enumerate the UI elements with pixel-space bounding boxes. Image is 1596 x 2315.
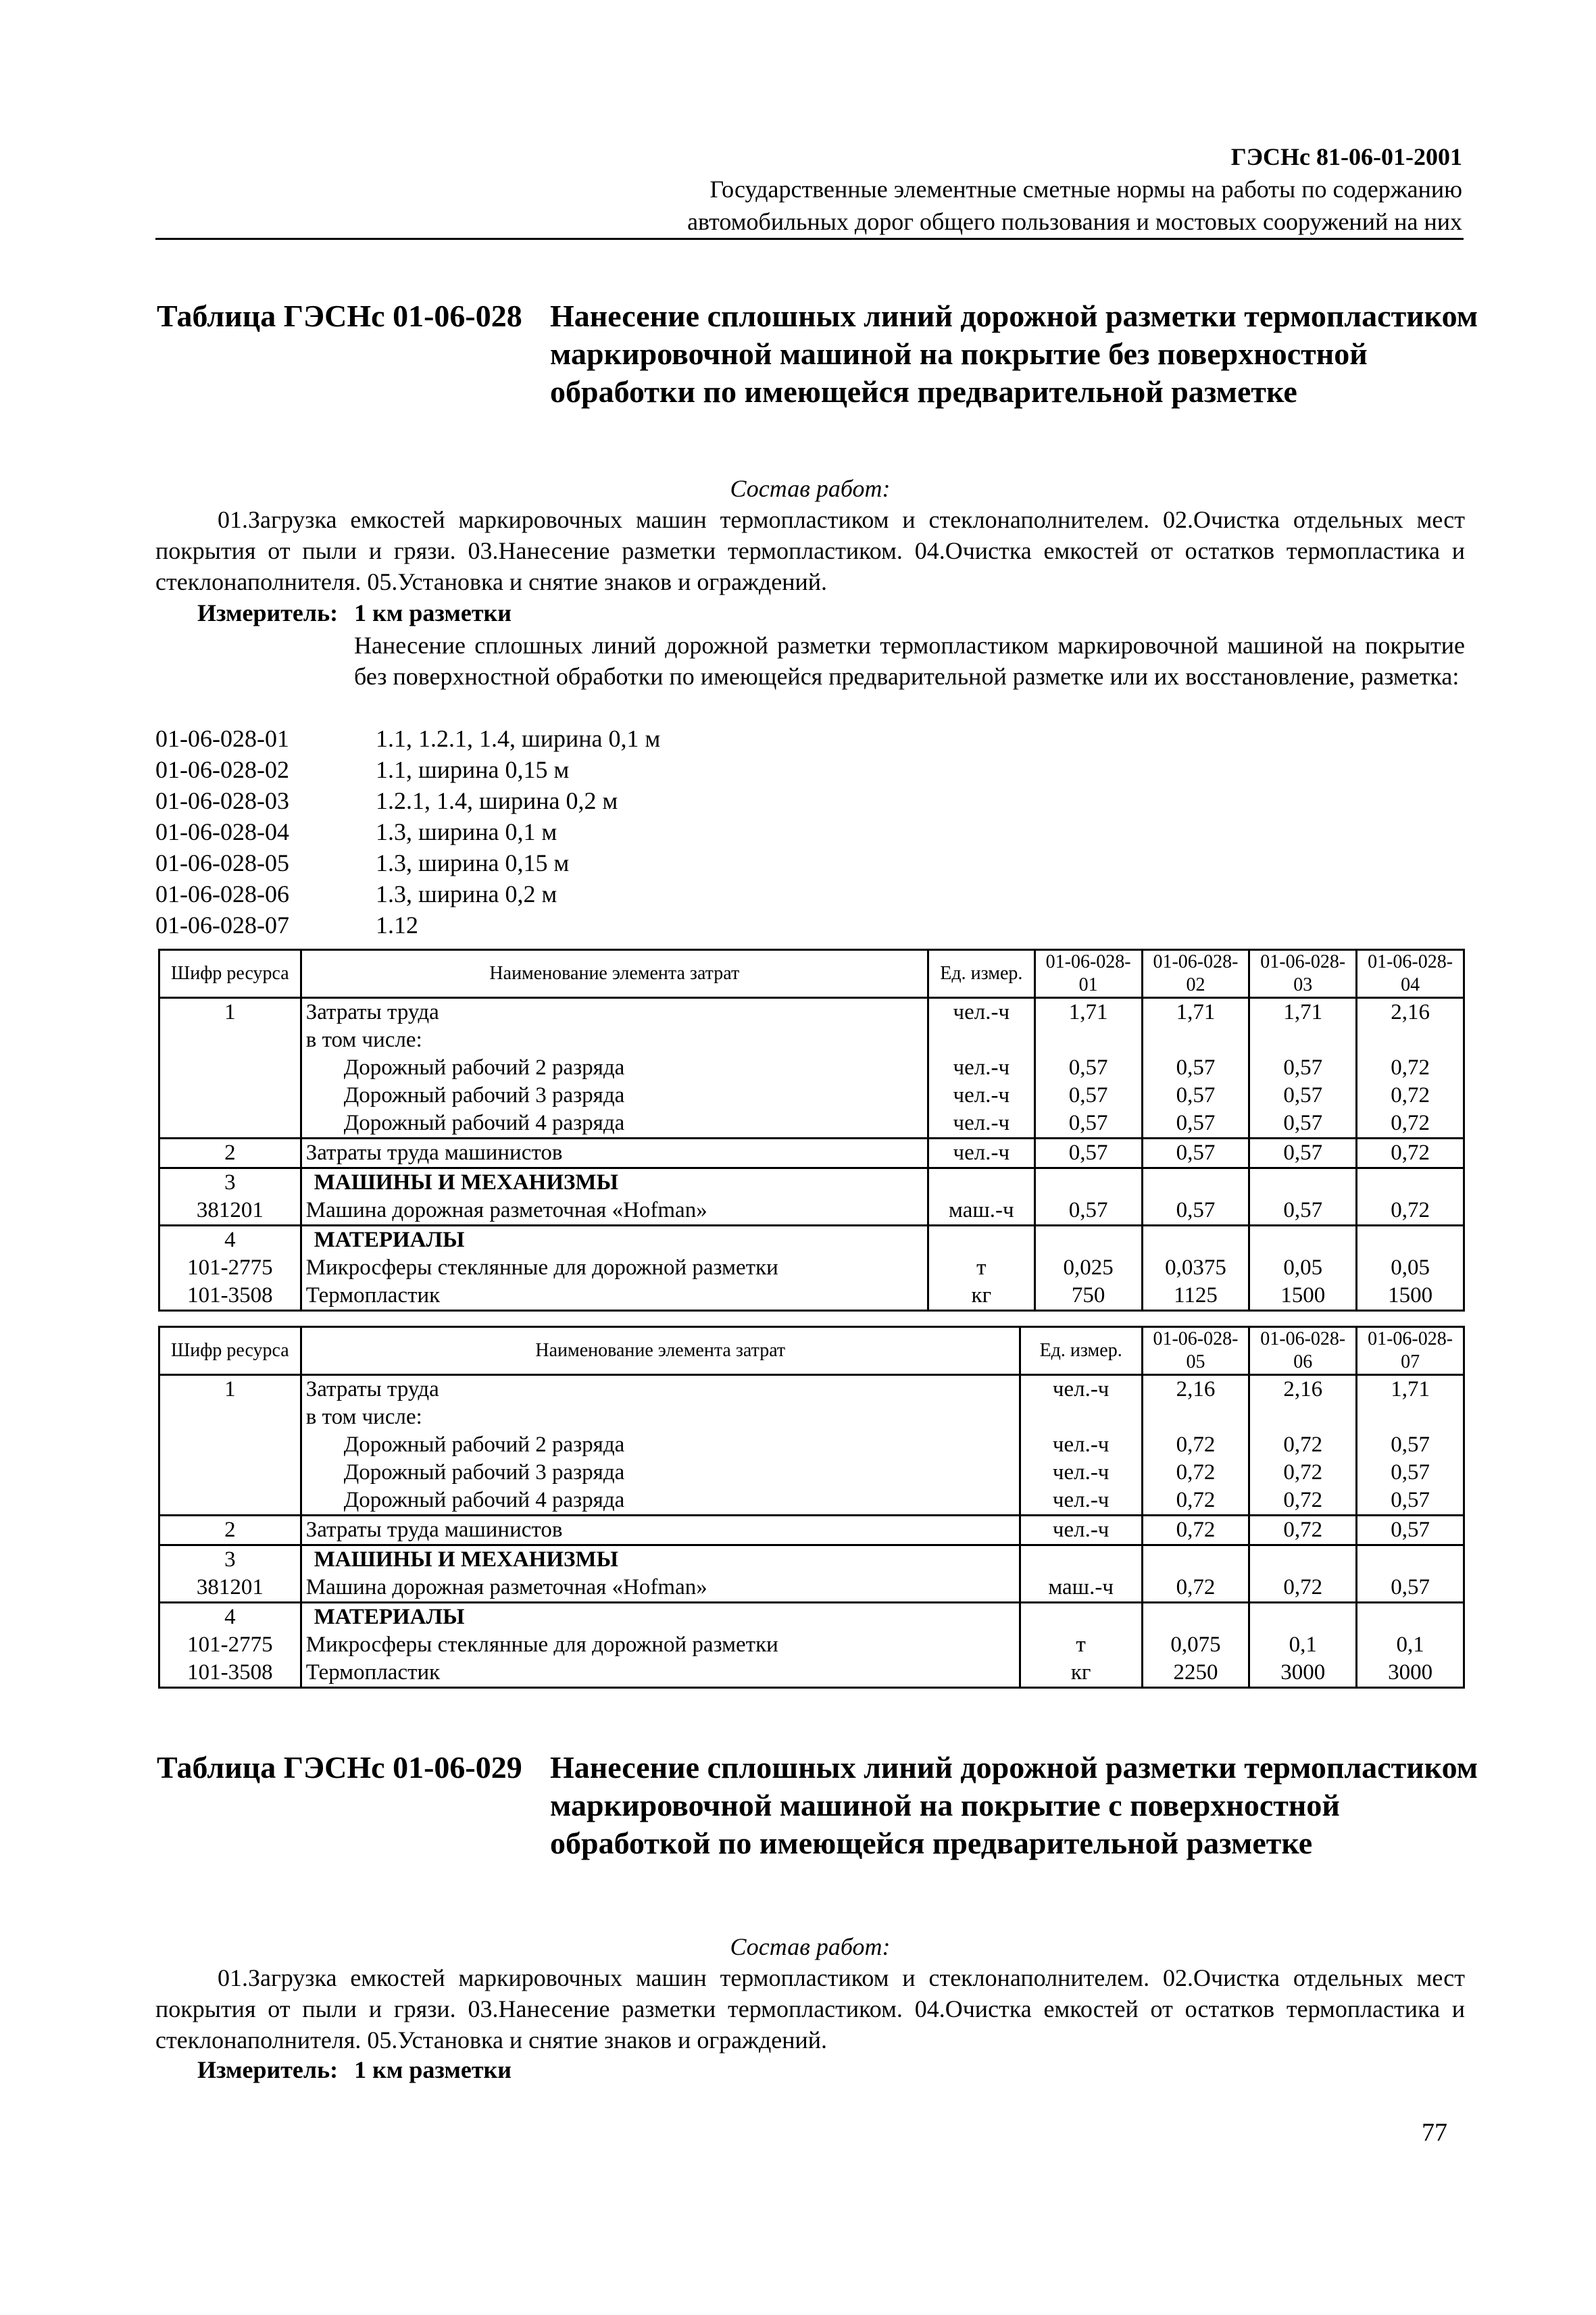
table-row <box>159 1197 1464 1226</box>
table-title-name: Нанесение сплошных линий дорожной разметки термопластиком маркировочной машиной на покрытие с поверхностной обработкой по имеющейся предварительной разметке <box>550 1750 1478 1860</box>
cell-value: 0,57 <box>1249 1082 1357 1110</box>
norm-code: 01-06-028-01 <box>155 725 289 752</box>
norm-code-desc: 1.12 <box>376 912 418 939</box>
norm-code-row <box>155 785 966 816</box>
cell-cipher: 1 <box>159 1375 301 1404</box>
work-composition-label: Состав работ: <box>730 1933 891 1960</box>
cell-value: 0,72 <box>1357 1082 1464 1110</box>
cell-value <box>1142 1403 1249 1431</box>
cell-unit: чел.-ч <box>928 1054 1034 1082</box>
norm-code-desc: 1.2.1, 1.4, ширина 0,2 м <box>376 787 618 814</box>
cell-unit <box>1020 1545 1142 1574</box>
cell-unit <box>928 1168 1034 1197</box>
cell-unit: чел.-ч <box>928 1110 1034 1139</box>
cell-value: 2,16 <box>1357 998 1464 1027</box>
cell-name: МАТЕРИАЛЫ <box>301 1603 1020 1632</box>
header-norm-code: 01-06-028-02 <box>1142 950 1249 998</box>
cell-value: 0,72 <box>1142 1459 1249 1487</box>
cell-name: в том числе: <box>301 1026 928 1054</box>
cell-value: 0,57 <box>1034 1139 1142 1168</box>
cell-value <box>1034 1026 1142 1054</box>
table-row <box>159 1487 1464 1516</box>
cell-value <box>1249 1545 1357 1574</box>
table-row <box>159 1403 1464 1431</box>
table-row <box>159 1659 1464 1688</box>
table-row <box>159 1226 1464 1255</box>
cell-unit: маш.-ч <box>1020 1574 1142 1603</box>
cell-value: 2250 <box>1142 1659 1249 1688</box>
cell-value <box>1249 1226 1357 1255</box>
table-header-row <box>159 950 1464 998</box>
norm-code-row <box>155 847 966 878</box>
cell-cipher <box>159 1403 301 1431</box>
table-row <box>159 1110 1464 1139</box>
norm-code-desc: 1.1, ширина 0,15 м <box>376 756 570 783</box>
cell-value: 0,57 <box>1249 1197 1357 1226</box>
cell-value <box>1142 1603 1249 1632</box>
cell-value: 0,05 <box>1357 1254 1464 1282</box>
norm-code: 01-06-028-07 <box>155 912 289 939</box>
cell-unit: т <box>928 1254 1034 1282</box>
work-composition-text: 01.Загрузка емкостей маркировочных машин термопластиком и стеклонаполнителем. 02.Очистка отдельных мест покрытия от пыли и грязи. 03.Нанесение разметки термопластиком. 04.Очистка емкостей от остатков термопластика и стеклонаполнителя. 05.Установка и снятие знаков и ограждений. <box>155 1964 1465 2053</box>
cell-value: 3000 <box>1249 1659 1357 1688</box>
table-row <box>159 1254 1464 1282</box>
cell-cipher <box>159 1054 301 1082</box>
cell-value: 1500 <box>1249 1282 1357 1311</box>
cell-cipher <box>159 1487 301 1516</box>
cell-value <box>1034 1168 1142 1197</box>
cell-value: 0,72 <box>1142 1516 1249 1545</box>
norm-code-desc: 1.3, ширина 0,1 м <box>376 818 557 845</box>
header-name: Наименование элемента затрат <box>301 1327 1020 1375</box>
table-row <box>159 1545 1464 1574</box>
header-line-1: Государственные элементные сметные нормы на работы по содержанию <box>709 176 1462 203</box>
cell-unit: чел.-ч <box>928 1082 1034 1110</box>
running-header <box>687 141 1462 238</box>
cell-value: 1,71 <box>1357 1375 1464 1404</box>
cell-value: 0,57 <box>1357 1459 1464 1487</box>
norm-code-row <box>155 878 966 910</box>
cell-value <box>1142 1545 1249 1574</box>
cell-name: Машина дорожная разметочная «Hofman» <box>301 1574 1020 1603</box>
cell-cipher <box>159 1082 301 1110</box>
cell-name: Дорожный рабочий 4 разряда <box>301 1110 928 1139</box>
cell-value: 0,57 <box>1142 1082 1249 1110</box>
cell-value: 0,57 <box>1142 1197 1249 1226</box>
cell-value: 0,1 <box>1357 1631 1464 1659</box>
cell-unit: чел.-ч <box>928 1139 1034 1168</box>
header-name: Наименование элемента затрат <box>301 950 928 998</box>
cell-unit: чел.-ч <box>1020 1516 1142 1545</box>
cell-value: 0,72 <box>1249 1516 1357 1545</box>
cell-name: МАТЕРИАЛЫ <box>301 1226 928 1255</box>
cell-cipher: 4 <box>159 1226 301 1255</box>
cell-value: 0,72 <box>1249 1574 1357 1603</box>
table-row <box>159 1139 1464 1168</box>
cell-value: 1,71 <box>1034 998 1142 1027</box>
cell-unit: чел.-ч <box>928 998 1034 1027</box>
cell-cipher: 4 <box>159 1603 301 1632</box>
cell-unit <box>928 1226 1034 1255</box>
cell-value: 0,0375 <box>1142 1254 1249 1282</box>
cell-value <box>1357 1026 1464 1054</box>
table-title-029 <box>157 1749 1481 1862</box>
resource-table-2 <box>158 1326 1465 1689</box>
cell-value: 0,72 <box>1249 1459 1357 1487</box>
work-composition-text: 01.Загрузка емкостей маркировочных машин термопластиком и стеклонаполнителем. 02.Очистка отдельных мест покрытия от пыли и грязи. 03.Нанесение разметки термопластиком. 04.Очистка емкостей от остатков термопластика и стеклонаполнителя. 05.Установка и снятие знаков и ограждений. <box>155 506 1465 595</box>
header-norm-code: 01-06-028-05 <box>1142 1327 1249 1375</box>
measure-value: 1 км разметки <box>354 599 512 626</box>
cell-name: Термопластик <box>301 1282 928 1311</box>
cell-unit: маш.-ч <box>928 1197 1034 1226</box>
table-row <box>159 1631 1464 1659</box>
cell-unit: чел.-ч <box>1020 1487 1142 1516</box>
cell-name: МАШИНЫ И МЕХАНИЗМЫ <box>301 1545 1020 1574</box>
cell-cipher <box>159 1459 301 1487</box>
cell-value <box>1249 1168 1357 1197</box>
table-row <box>159 1375 1464 1404</box>
norm-description: Нанесение сплошных линий дорожной разметки термопластиком маркировочной машиной на покрытие без поверхностной обработки по имеющейся предварительной разметке или их восстановление, разметка: <box>354 632 1465 690</box>
cell-cipher: 101-3508 <box>159 1282 301 1311</box>
norm-code-desc: 1.1, 1.2.1, 1.4, ширина 0,1 м <box>376 725 661 752</box>
cell-value: 1,71 <box>1142 998 1249 1027</box>
cell-name: Термопластик <box>301 1659 1020 1688</box>
cell-unit: кг <box>928 1282 1034 1311</box>
cell-cipher: 2 <box>159 1139 301 1168</box>
cell-value: 0,72 <box>1142 1574 1249 1603</box>
cell-cipher <box>159 1110 301 1139</box>
header-norm-code: 01-06-028-07 <box>1357 1327 1464 1375</box>
table-row <box>159 1574 1464 1603</box>
cell-name: Дорожный рабочий 2 разряда <box>301 1431 1020 1459</box>
cell-cipher: 101-3508 <box>159 1659 301 1688</box>
cell-value: 0,025 <box>1034 1254 1142 1282</box>
cell-name: Дорожный рабочий 2 разряда <box>301 1054 928 1082</box>
cell-value: 0,57 <box>1357 1574 1464 1603</box>
cell-unit <box>1020 1403 1142 1431</box>
cell-value: 0,72 <box>1357 1110 1464 1139</box>
cell-name: Затраты труда машинистов <box>301 1139 928 1168</box>
measure-line <box>197 597 512 628</box>
cell-value <box>1249 1026 1357 1054</box>
cell-value: 0,57 <box>1357 1487 1464 1516</box>
table-title-028 <box>157 297 1481 411</box>
cell-unit: кг <box>1020 1659 1142 1688</box>
cell-value: 0,57 <box>1034 1082 1142 1110</box>
cell-unit: чел.-ч <box>1020 1459 1142 1487</box>
cell-name: Затраты труда <box>301 998 928 1027</box>
cell-name: Дорожный рабочий 4 разряда <box>301 1487 1020 1516</box>
cell-value <box>1034 1226 1142 1255</box>
norm-code: 01-06-028-02 <box>155 756 289 783</box>
header-norm-code: 01-06-028-06 <box>1249 1327 1357 1375</box>
cell-value: 0,57 <box>1357 1431 1464 1459</box>
table-row <box>159 1516 1464 1545</box>
cell-name: Дорожный рабочий 3 разряда <box>301 1459 1020 1487</box>
cell-value: 1125 <box>1142 1282 1249 1311</box>
cell-value: 0,05 <box>1249 1254 1357 1282</box>
cell-unit: чел.-ч <box>1020 1431 1142 1459</box>
header-rule <box>155 238 1464 240</box>
cell-value: 0,72 <box>1249 1487 1357 1516</box>
cell-name: Затраты труда машинистов <box>301 1516 1020 1545</box>
cell-name: Затраты труда <box>301 1375 1020 1404</box>
cell-name: МАШИНЫ И МЕХАНИЗМЫ <box>301 1168 928 1197</box>
cell-value <box>1357 1226 1464 1255</box>
cell-value: 2,16 <box>1142 1375 1249 1404</box>
cell-unit: т <box>1020 1631 1142 1659</box>
cell-value: 0,72 <box>1142 1487 1249 1516</box>
cell-value: 1,71 <box>1249 998 1357 1027</box>
cell-value <box>1357 1545 1464 1574</box>
measure-line <box>197 2054 512 2085</box>
cell-cipher: 101-2775 <box>159 1631 301 1659</box>
header-norm-code: 01-06-028-01 <box>1034 950 1142 998</box>
header-norm-code: 01-06-028-03 <box>1249 950 1357 998</box>
cell-unit <box>1020 1603 1142 1632</box>
table-title-prefix: Таблица ГЭСНс 01-06-029 <box>157 1750 522 1785</box>
norm-code-row <box>155 816 966 847</box>
header-cipher: Шифр ресурса <box>159 1327 301 1375</box>
cell-value <box>1142 1226 1249 1255</box>
cell-value: 0,57 <box>1249 1139 1357 1168</box>
table-title-name: Нанесение сплошных линий дорожной разметки термопластиком маркировочной машиной на покрытие без поверхностной обработки по имеющейся предварительной разметке <box>550 299 1478 409</box>
cell-value: 0,57 <box>1249 1054 1357 1082</box>
norm-code: 01-06-028-05 <box>155 849 289 876</box>
table-title-prefix: Таблица ГЭСНс 01-06-028 <box>157 299 522 333</box>
cell-value <box>1357 1403 1464 1431</box>
cell-value: 2,16 <box>1249 1375 1357 1404</box>
cell-value: 0,72 <box>1357 1054 1464 1082</box>
cell-value <box>1357 1168 1464 1197</box>
cell-value <box>1249 1403 1357 1431</box>
cell-value: 0,57 <box>1142 1110 1249 1139</box>
cell-unit: чел.-ч <box>1020 1375 1142 1404</box>
header-unit: Ед. измер. <box>1020 1327 1142 1375</box>
cell-value: 3000 <box>1357 1659 1464 1688</box>
measure-value: 1 км разметки <box>354 2056 512 2083</box>
cell-value: 1500 <box>1357 1282 1464 1311</box>
measure-label: Измеритель: <box>197 599 339 626</box>
cell-value: 0,57 <box>1034 1054 1142 1082</box>
page-number: 77 <box>1422 2118 1447 2147</box>
cell-value: 0,075 <box>1142 1631 1249 1659</box>
cell-value: 750 <box>1034 1282 1142 1311</box>
cell-value: 0,57 <box>1142 1054 1249 1082</box>
norm-code-desc: 1.3, ширина 0,2 м <box>376 880 557 907</box>
cell-value: 0,57 <box>1142 1139 1249 1168</box>
cell-name: Микросферы стеклянные для дорожной разметки <box>301 1254 928 1282</box>
cell-cipher: 1 <box>159 998 301 1027</box>
table-row <box>159 998 1464 1027</box>
cell-value: 0,57 <box>1034 1110 1142 1139</box>
cell-cipher <box>159 1026 301 1054</box>
table-row <box>159 1282 1464 1311</box>
cell-value <box>1357 1603 1464 1632</box>
header-cipher: Шифр ресурса <box>159 950 301 998</box>
table-header-row <box>159 1327 1464 1375</box>
document-code: ГЭСНс 81-06-01-2001 <box>1230 143 1462 170</box>
cell-cipher: 3 <box>159 1168 301 1197</box>
norm-code-row <box>155 910 966 941</box>
table-row <box>159 1603 1464 1632</box>
cell-name: Машина дорожная разметочная «Hofman» <box>301 1197 928 1226</box>
cell-cipher: 2 <box>159 1516 301 1545</box>
header-line-2: автомобильных дорог общего пользования и мостовых сооружений на них <box>687 208 1462 235</box>
norm-code-row <box>155 754 966 785</box>
cell-value: 0,57 <box>1249 1110 1357 1139</box>
cell-name: в том числе: <box>301 1403 1020 1431</box>
work-composition-label: Состав работ: <box>730 475 891 502</box>
cell-value: 0,1 <box>1249 1631 1357 1659</box>
cell-cipher: 381201 <box>159 1197 301 1226</box>
norm-code: 01-06-028-04 <box>155 818 289 845</box>
cell-name: Микросферы стеклянные для дорожной разметки <box>301 1631 1020 1659</box>
cell-value: 0,57 <box>1357 1516 1464 1545</box>
cell-unit <box>928 1026 1034 1054</box>
table-row <box>159 1082 1464 1110</box>
cell-value: 0,57 <box>1034 1197 1142 1226</box>
resource-table-1 <box>158 949 1465 1312</box>
cell-value: 0,72 <box>1142 1431 1249 1459</box>
table-row <box>159 1026 1464 1054</box>
norm-code: 01-06-028-03 <box>155 787 289 814</box>
header-norm-code: 01-06-028-04 <box>1357 950 1464 998</box>
table-row <box>159 1431 1464 1459</box>
table-row <box>159 1054 1464 1082</box>
norm-code-list <box>155 723 966 941</box>
cell-value <box>1142 1026 1249 1054</box>
norm-code: 01-06-028-06 <box>155 880 289 907</box>
cell-cipher: 381201 <box>159 1574 301 1603</box>
table-row <box>159 1459 1464 1487</box>
cell-cipher <box>159 1431 301 1459</box>
cell-value: 0,72 <box>1357 1139 1464 1168</box>
measure-label: Измеритель: <box>197 2056 339 2083</box>
norm-code-row <box>155 723 966 754</box>
cell-cipher: 101-2775 <box>159 1254 301 1282</box>
cell-value: 0,72 <box>1357 1197 1464 1226</box>
cell-name: Дорожный рабочий 3 разряда <box>301 1082 928 1110</box>
header-unit: Ед. измер. <box>928 950 1034 998</box>
table-row <box>159 1168 1464 1197</box>
cell-value: 0,72 <box>1249 1431 1357 1459</box>
cell-cipher: 3 <box>159 1545 301 1574</box>
cell-value <box>1142 1168 1249 1197</box>
norm-code-desc: 1.3, ширина 0,15 м <box>376 849 570 876</box>
cell-value <box>1249 1603 1357 1632</box>
